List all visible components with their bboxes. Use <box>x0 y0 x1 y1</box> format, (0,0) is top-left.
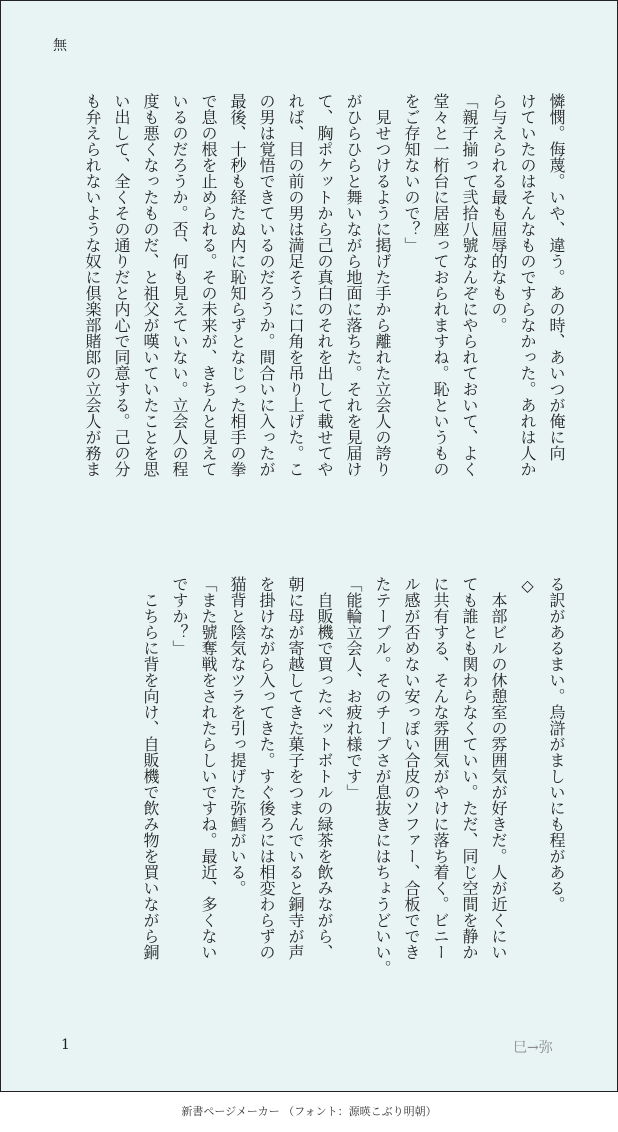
text-line: 朝に母が寄越してきた菓子をつまんでいると銅寺が声 <box>286 576 305 960</box>
text-line: 堂々と一桁台に居座っておられますね。恥というもの <box>431 93 450 477</box>
text-line: けていたのはそんなものですらなかった。あれは人か <box>518 93 537 477</box>
text-line: ですか？」 <box>170 576 189 656</box>
text-line: いるのだろうか。否、何も見えていない。立会人の程 <box>170 93 189 477</box>
text-line: を掛けながら入ってきた。すぐ後ろには相変わらずの <box>257 576 276 960</box>
text-line: 見せつけるように掲げた手から離れた立会人の誇り <box>373 93 392 477</box>
text-line: をご存知ないので？」 <box>402 93 421 253</box>
text-line: も弁えられないような奴に倶楽部賭郎の立会人が務ま <box>83 93 102 477</box>
text-block-bottom <box>136 576 571 1016</box>
text-line: る訳があるまい。烏滸がましいにも程がある。 <box>547 576 566 912</box>
text-line: 度も悪くなったものだ、と祖父が嘆いていたことを思 <box>141 93 160 477</box>
page-header-kanji: 無 <box>53 38 67 54</box>
text-line: ル感が否めない安っぽい合皮のソファー、合板ででき <box>402 576 421 960</box>
generator-credit: 新書ページメーカー （フォント：源暎こぶり明朝） <box>181 1105 437 1118</box>
text-line: 「能輪立会人、お疲れ様です」 <box>344 576 363 800</box>
text-line: て、胸ポケットから己の真白のそれを出して載せてや <box>315 93 334 477</box>
text-block-top <box>78 93 571 533</box>
section-break-diamond: ◇ <box>518 576 537 595</box>
text-line: れば、目の前の男は満足そうに口角を吊り上げた。こ <box>286 93 305 477</box>
text-line: ら与えられる最も屈辱的なもの。 <box>489 93 508 333</box>
text-line: 本部ビルの休憩室の雰囲気が好きだ。人が近くにい <box>489 576 508 960</box>
text-line: 猫背と陰気なツラを引っ提げた弥鱈がいる。 <box>228 576 247 896</box>
text-line: 最後、十秒も経たぬ内に恥知らずとなじった相手の拳 <box>228 93 247 477</box>
text-line: に共有する、そんな雰囲気がやけに落ち着く。ビニー <box>431 576 450 960</box>
text-line: の男は覚悟できているのだろうか。間合いに入ったが <box>257 93 276 477</box>
text-line: ても誰とも関わらなくていい。ただ、同じ空間を静か <box>460 576 479 960</box>
text-line: 「親子揃って弐拾八號なんぞにやられておいて、よく <box>460 93 479 477</box>
text-line: 「また號奪戦をされたらしいですね。最近、多くない <box>199 576 218 960</box>
text-line: たテーブル。そのチープさが息抜きにはちょうどいい。 <box>373 576 392 976</box>
text-line: こちらに背を向け、自販機で飲み物を買いながら銅 <box>141 576 160 960</box>
text-line: 憐憫。侮蔑。いや、違う。あの時、あいつが俺に向 <box>547 93 566 461</box>
chapter-tag: 巳→弥 <box>513 1040 553 1056</box>
text-line: 自販機で買ったペットボトルの緑茶を飲みながら、 <box>315 576 334 960</box>
text-line: で息の根を止められる。その未来が、きちんと見えて <box>199 93 218 477</box>
text-line: がひらひらと舞いながら地面に落ちた。それを見届け <box>344 93 363 477</box>
text-line: い出して、全くその通りだと内心で同意する。己の分 <box>112 93 131 477</box>
page-number: 1 <box>61 1037 70 1053</box>
